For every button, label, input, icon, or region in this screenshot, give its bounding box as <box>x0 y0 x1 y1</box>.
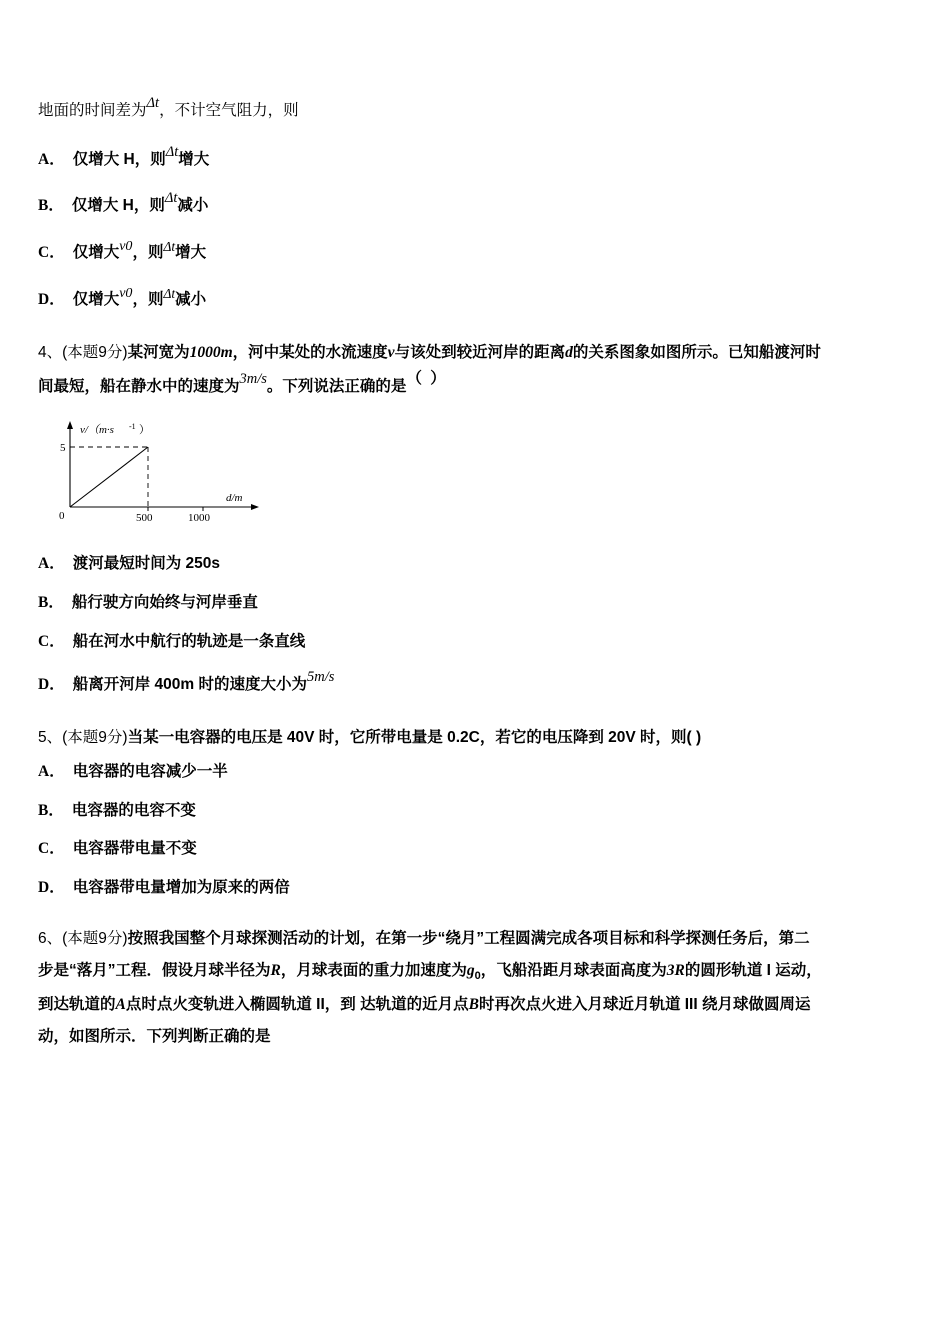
option-c-q4-label: C． <box>38 632 65 650</box>
option-d-q4-math: 5m/s <box>306 668 335 685</box>
option-a-q4-text: 渡河最短时间为 250s <box>72 555 220 573</box>
question-4-v-symbol: v <box>387 343 395 361</box>
svg-text:）: ） <box>139 424 150 437</box>
option-b-q3-label: B． <box>38 197 64 215</box>
question-5-score: (本题9分) <box>62 728 128 746</box>
option-b-q3-post: 减小 <box>177 197 209 215</box>
option-b-q5-label: B． <box>38 801 64 819</box>
question-6-stem-line1 <box>38 927 910 951</box>
question-6-gravity-symbol: g <box>466 961 475 979</box>
option-a-q5-label: A． <box>38 762 65 780</box>
velocity-distance-graph <box>48 409 308 529</box>
option-d-q3-label: D． <box>38 290 65 308</box>
option-a-q5 <box>38 760 910 785</box>
option-c-q5-label: C． <box>38 840 65 858</box>
option-d-q4-label: D． <box>38 675 65 693</box>
question-6-stem-line3 <box>38 993 910 1017</box>
question-4-d-symbol: d <box>565 343 573 361</box>
option-c-q3-math-v0: v0 <box>119 239 133 255</box>
question-6-line2-c: ，飞船沿距月球表面高度为 <box>480 961 667 979</box>
question-6-stem-line4 <box>38 1025 910 1049</box>
option-a-q3 <box>38 143 910 173</box>
option-c-q3-label: C． <box>38 244 65 262</box>
option-d-q4 <box>38 669 910 700</box>
option-c-q3-pre: 仅增大 <box>72 244 120 262</box>
question-5-stem <box>38 726 910 750</box>
option-d-q3-math-dt: Δt <box>163 285 176 301</box>
option-d-q3-pre: 仅增大 <box>72 290 120 308</box>
option-a-q5-text: 电容器的电容减少一半 <box>72 762 228 780</box>
question-4-text4: 的关系图象如图所示。已知船渡河时 <box>572 343 821 361</box>
svg-text:5: 5 <box>60 442 66 455</box>
option-c-q5-text: 电容器带电量不变 <box>72 840 197 858</box>
question-6-height-symbol: 3R <box>666 961 685 979</box>
question-6-radius-symbol: R <box>270 961 281 979</box>
option-d-q4-pre: 船离开河岸 400m 时的速度大小为 <box>72 675 307 693</box>
question-4-text1: 某河宽为 <box>127 343 190 361</box>
option-b-q3 <box>38 190 910 219</box>
document-content <box>38 96 910 1063</box>
option-d-q5 <box>38 876 910 901</box>
option-a-q3-pre: 仅增大 H，则 <box>72 150 166 168</box>
option-d-q3-mid: ，则 <box>132 290 164 308</box>
option-b-q3-math: Δt <box>164 190 178 207</box>
svg-text:0: 0 <box>59 510 65 523</box>
intro-math-delta-t: Δt <box>146 95 160 111</box>
option-c-q4 <box>38 630 910 655</box>
question-4-line2-part1: 间最短，船在静水中的速度为 <box>38 377 240 395</box>
svg-text:d/m: d/m <box>226 492 243 505</box>
question-6-stem-line2 <box>38 959 910 985</box>
option-b-q4 <box>38 591 910 616</box>
question-6-line4: 动，如图所示．下列判断正确的是 <box>38 1028 271 1046</box>
option-a-q3-post: 增大 <box>178 150 210 168</box>
option-b-q3-pre: 仅增大 H，则 <box>71 197 165 215</box>
svg-text:v/（m·s: v/（m·s <box>80 424 114 437</box>
intro-line <box>38 96 910 126</box>
question-6-line1: 按照我国整个月球探测活动的计划，在第一步“绕月”工程圆满完成各项目标和科学探测任务后，第二 <box>127 929 810 947</box>
option-c-q5 <box>38 837 910 862</box>
question-4-line2-part2: 。下列说法正确的是 <box>266 377 407 395</box>
option-a-q4 <box>38 552 910 577</box>
option-b-q4-text: 船行驶方向始终与河岸垂直 <box>71 594 258 612</box>
option-c-q4-text: 船在河水中航行的轨迹是一条直线 <box>72 632 306 650</box>
svg-text:500: 500 <box>136 512 153 525</box>
option-a-q4-label: A． <box>38 555 65 573</box>
question-4-number: 4、 <box>38 343 63 361</box>
option-c-q3-mid: ，则 <box>132 244 164 262</box>
option-b-q4-label: B． <box>38 594 64 612</box>
question-6-line2-d: 的圆形轨道 I 运动， <box>684 961 822 979</box>
option-c-q3-post: 增大 <box>175 244 207 262</box>
question-4-figure <box>48 409 910 534</box>
option-d-q3-post: 减小 <box>175 290 207 308</box>
option-d-q5-text: 电容器带电量增加为原来的两倍 <box>72 879 290 897</box>
question-4-answer-bracket: （ ） <box>406 369 448 387</box>
intro-suffix: ，不计空气阻力，则 <box>159 102 299 119</box>
question-4-speed: 3m/s <box>239 370 267 387</box>
question-5-text: 当某一电容器的电压是 40V 时，它所带电量是 0.2C，若它的电压降到 20V 时，则( ) <box>127 728 702 746</box>
question-4-score: (本题9分) <box>62 343 128 361</box>
question-4-text3: 与该处到较近河岸的距离 <box>394 343 566 361</box>
question-4-stem-line2 <box>38 371 910 404</box>
question-6-line3-b: 点时点火变轨进入椭圆轨道 II，到 达轨道的近月点 <box>125 996 469 1014</box>
question-6-point-b: B <box>468 996 479 1014</box>
question-6-line3-a: 到达轨道的 <box>38 996 116 1014</box>
intro-prefix: 地面的时间差为 <box>38 102 147 119</box>
svg-text:1000: 1000 <box>188 512 210 525</box>
option-c-q3-math-dt: Δt <box>163 239 176 255</box>
question-4-width: 1000m <box>189 343 233 361</box>
option-b-q5 <box>38 799 910 824</box>
question-6-gravity-subscript: 0 <box>474 970 481 982</box>
option-d-q3 <box>38 285 910 313</box>
question-6-line2-a: 步是“落月”工程．假设月球半径为 <box>38 961 271 979</box>
question-4-text2: ，河中某处的水流速度 <box>232 343 388 361</box>
question-6-line2-b: ，月球表面的重力加速度为 <box>280 961 467 979</box>
option-c-q3 <box>38 241 910 266</box>
question-6-number: 6、 <box>38 929 63 947</box>
question-6-score: (本题9分) <box>62 929 128 947</box>
question-6-point-a: A <box>115 996 126 1014</box>
svg-text:-1: -1 <box>129 422 136 432</box>
question-4-stem <box>38 341 910 365</box>
question-6-line3-c: 时再次点火进入月球近月轨道 III 绕月球做圆周运 <box>478 996 811 1014</box>
option-b-q5-text: 电容器的电容不变 <box>71 801 196 819</box>
option-d-q5-label: D． <box>38 879 65 897</box>
option-a-q3-math: Δt <box>165 143 179 160</box>
option-a-q3-label: A． <box>38 150 65 168</box>
option-d-q3-math-v0: v0 <box>119 285 133 301</box>
question-5-number: 5、 <box>38 728 63 746</box>
